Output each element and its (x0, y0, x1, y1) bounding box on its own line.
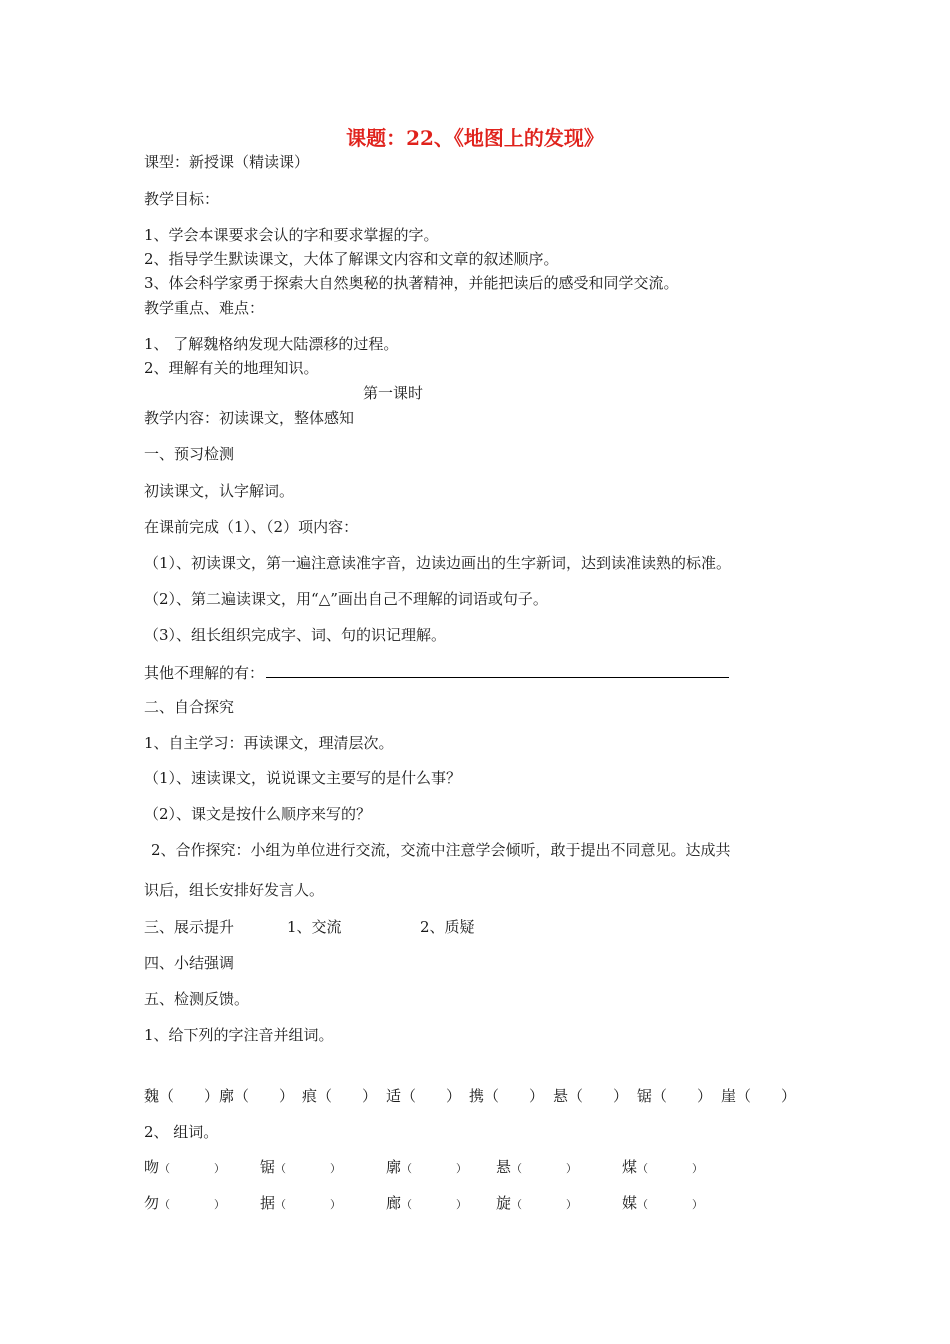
section-3-item: 2、质疑 (420, 918, 475, 936)
section-1-item: （2）、第二遍读课文，用“△”画出自己不理解的词语或句子。 (144, 590, 548, 608)
exercise-char: 锯 (260, 1158, 276, 1176)
word-exercise-item[interactable] (496, 1157, 577, 1179)
exercise-char: 吻 (144, 1158, 160, 1176)
other-questions-label: 其他不理解的有： (144, 664, 265, 682)
goal-item: 3、体会科学家勇于探索大自然奥秘的执著精神，并能把读后的感受和同学交流。 (144, 274, 679, 292)
key-point-item: 1、 了解魏格纳发现大陆漂移的过程。 (144, 335, 399, 353)
exercise-char: 据 (260, 1194, 276, 1212)
section-1-line: 初读课文，认字解词。 (144, 482, 295, 500)
exercise-char: 煤 (622, 1158, 638, 1176)
answer-blank[interactable]: （ ） (401, 1198, 468, 1211)
section-1-item: （1）、初读课文，第一遍注意读准字音，边读边画出的生字新词，达到读准读熟的标准。 (144, 554, 732, 572)
goal-item: 1、学会本课要求会认的字和要求掌握的字。 (144, 226, 439, 244)
answer-blank[interactable]: （ ） (511, 1162, 578, 1175)
teaching-content: 教学内容：初读课文，整体感知 (144, 409, 355, 427)
answer-blank[interactable]: （ ） (401, 1162, 468, 1175)
section-1-item: （3）、组长组织完成字、词、句的识记理解。 (144, 626, 447, 644)
key-point-item: 2、理解有关的地理知识。 (144, 359, 319, 377)
section-2-item: （2）、课文是按什么顺序来写的？ (144, 805, 372, 823)
goal-item: 2、指导学生默读课文，大体了解课文内容和文章的叙述顺序。 (144, 250, 559, 268)
section-2-line: 1、自主学习：再读课文，理清层次。 (144, 734, 394, 752)
pinyin-exercise-item[interactable]: 适（ ） (386, 1087, 462, 1105)
word-exercise-item[interactable] (622, 1157, 703, 1179)
course-type: 课型：新授课（精读课） (144, 153, 310, 171)
fill-in-blank[interactable] (266, 662, 729, 678)
section-2-coop: 识后，组长安排好发言人。 (144, 881, 325, 899)
section-3-item: 1、交流 (287, 918, 342, 936)
pinyin-exercise-item[interactable]: 携（ ） (469, 1087, 545, 1105)
section-2-coop: 2、合作探究：小组为单位进行交流，交流中注意学会倾听，敢于提出不同意见。达成共 (151, 841, 731, 859)
exercise-char: 廓 (386, 1158, 402, 1176)
word-exercise-item[interactable] (386, 1193, 467, 1215)
word-exercise-item[interactable] (496, 1193, 577, 1215)
section-4-heading: 四、小结强调 (144, 954, 235, 972)
lesson-label: 第一课时 (362, 384, 423, 402)
section-1-heading: 一、预习检测 (144, 445, 235, 463)
answer-blank[interactable]: （ ） (275, 1162, 342, 1175)
pinyin-exercise-item[interactable]: 锯（ ） (637, 1087, 713, 1105)
key-points-heading: 教学重点、难点： (144, 299, 265, 317)
section-2-heading: 二、自合探究 (144, 698, 235, 716)
answer-blank[interactable]: （ ） (637, 1162, 704, 1175)
exercise-char: 廊 (386, 1194, 402, 1212)
pinyin-exercise-item[interactable]: 廓（ ） (219, 1087, 295, 1105)
pinyin-exercise-item[interactable]: 崖（ ） (721, 1087, 797, 1105)
answer-blank[interactable]: （ ） (637, 1198, 704, 1211)
word-exercise-item[interactable] (144, 1157, 225, 1179)
pinyin-exercise-item[interactable]: 痕（ ） (302, 1087, 378, 1105)
pinyin-exercise-item[interactable]: 魏（ ） (144, 1087, 220, 1105)
answer-blank[interactable]: （ ） (511, 1198, 578, 1211)
answer-blank[interactable]: （ ） (159, 1162, 226, 1175)
word-exercise-item[interactable] (386, 1157, 467, 1179)
goals-heading: 教学目标： (144, 190, 220, 208)
section-5-heading: 五、检测反馈。 (144, 990, 250, 1008)
word-exercise-item[interactable] (144, 1193, 225, 1215)
page-title: 课题：22、《地图上的发现》 (346, 126, 604, 150)
exercise-2-heading: 2、 组词。 (144, 1123, 219, 1141)
section-3-heading: 三、展示提升 (144, 918, 235, 936)
answer-blank[interactable]: （ ） (159, 1198, 226, 1211)
word-exercise-item[interactable] (260, 1193, 341, 1215)
exercise-char: 勿 (144, 1194, 160, 1212)
word-exercise-item[interactable] (260, 1157, 341, 1179)
section-1-line: 在课前完成（1）、（2）项内容： (144, 518, 359, 536)
answer-blank[interactable]: （ ） (275, 1198, 342, 1211)
exercise-char: 悬 (496, 1158, 512, 1176)
exercise-char: 旋 (496, 1194, 512, 1212)
exercise-char: 媒 (622, 1194, 638, 1212)
word-exercise-item[interactable] (622, 1193, 703, 1215)
section-2-item: （1）、速读课文，说说课文主要写的是什么事？ (144, 769, 462, 787)
pinyin-exercise-item[interactable]: 悬（ ） (553, 1087, 629, 1105)
other-questions-line (144, 662, 729, 683)
exercise-1-heading: 1、给下列的字注音并组词。 (144, 1026, 334, 1044)
